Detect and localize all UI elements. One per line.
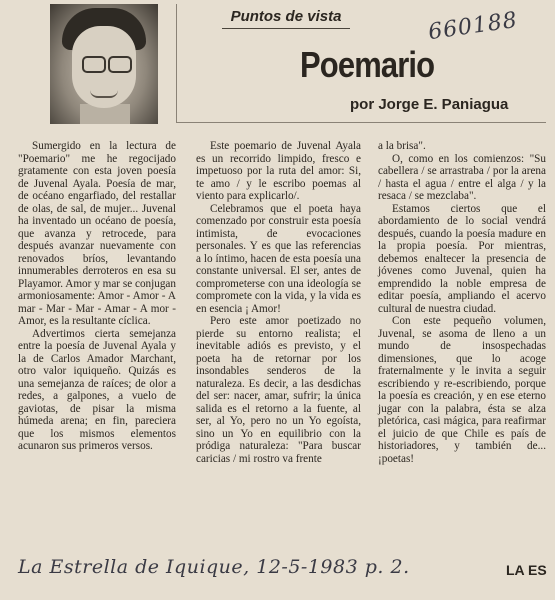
paragraph: a la brisa". (378, 140, 426, 152)
paragraph: Advertimos cierta semejanza entre la poesía de Juvenal Ayala y la de Carlos Amador Marchant, otro valor iquiqueño. Quizás es una semejanza de raíces; de olor a redes, a galpones, a vuelo de gaviotas, de pisar la misma húmeda arena; en fin, pareciera que los mismos elementos acunaron sus primeros versos. (18, 327, 176, 452)
article-title: Poemario (300, 44, 435, 85)
handwritten-source-note: La Estrella de Iquique, 12-5-1983 p. 2. (18, 556, 410, 578)
paragraph: Con este pequeño volumen, Juvenal, se asoma de lleno a un mundo de insospechadas dimensiones, que lo acoge fraternalmente y le invita a seguir escribiendo y re-escribiendo, porque la poesía es creación, y en ese eterno jugar con la palabra, ésta se alza pletórica, casi mágica, para reafirmar el juicio de que Chile es país de historiadores, y también de... ¡poetas! (378, 315, 546, 465)
section-label: Puntos de vista (222, 8, 350, 29)
text-column-3 (378, 140, 546, 465)
paragraph: Estamos ciertos que el abordamiento de lo social vendrá después, cuando la poesía madure en la propia poesía. Por mientras, debemos enaltecer la presencia de jóvenes como Juvenal, quien ha emprendido la noble empresa de editar poesía, ampliando el acervo cultural de nuestra ciudad. (378, 202, 546, 315)
paragraph: Este poemario de Juvenal Ayala es un recorrido limpido, fresco e impetuoso por la ruta del amor: Si, te amo / y le escribo poemas al viento para explicarlo/. (196, 140, 361, 202)
paragraph: Sumergido en la lectura de "Poemario" me he regocijado gratamente con esta joven poesía de Juvenal Ayala. Poesía de mar, de océano engarfiado, del restallar de olas, de sal, de mujer... Juvenal ha inventado un océano de poesía, que avanza y retrocede, para después avanzar nuevamente con renovados bríos, levantando innumerables derroteros en esa su Playamor. Amor y mar se conjugan armoniosamente: Amor - Amor - A mar - Mar - Mar - Amar - A mor - Amor, es la resultante cíclica. (18, 140, 176, 327)
paragraph: O, como en los comienzos: "Su cabellera / se arrastraba / por la arena / hasta el agua / entre el alga / y la resaca / se mezclaba". (378, 152, 546, 202)
article-byline: por Jorge E. Paniagua (350, 96, 509, 113)
header-divider-horizontal (176, 122, 546, 123)
author-photo (50, 4, 158, 124)
header-divider-vertical (176, 4, 177, 122)
cut-off-footer-text: LA ES (506, 562, 547, 578)
paragraph: Celebramos que el poeta haya comenzado por construir esta poesía intimista, de evocaciones personales. Y es que las referencias a lo íntimo, hacen de esta poesía una constante universal. El ser, antes de comprometerse con una ideología se compromete con la vida, y la vida es en esencia ¡ Amor! (196, 202, 361, 315)
text-column-2 (196, 140, 361, 465)
paragraph: Pero este amor poetizado no pierde su entorno realista; el inevitable adiós es previsto, y el poeta ha de retornar por los insondables senderos de la naturaleza. Es decir, a las desdichas del ser: nacer, amar, sufrir; la única salida es el retorno a la fuente, al ser, al Yo, pero no un Yo egoísta, sino un Yo en equilibrio con la pródiga naturaleza: "Para buscar caricias / mi rostro va frente (196, 315, 361, 465)
handwritten-catalog-number: 660188 (426, 7, 520, 46)
text-column-1 (18, 140, 176, 453)
